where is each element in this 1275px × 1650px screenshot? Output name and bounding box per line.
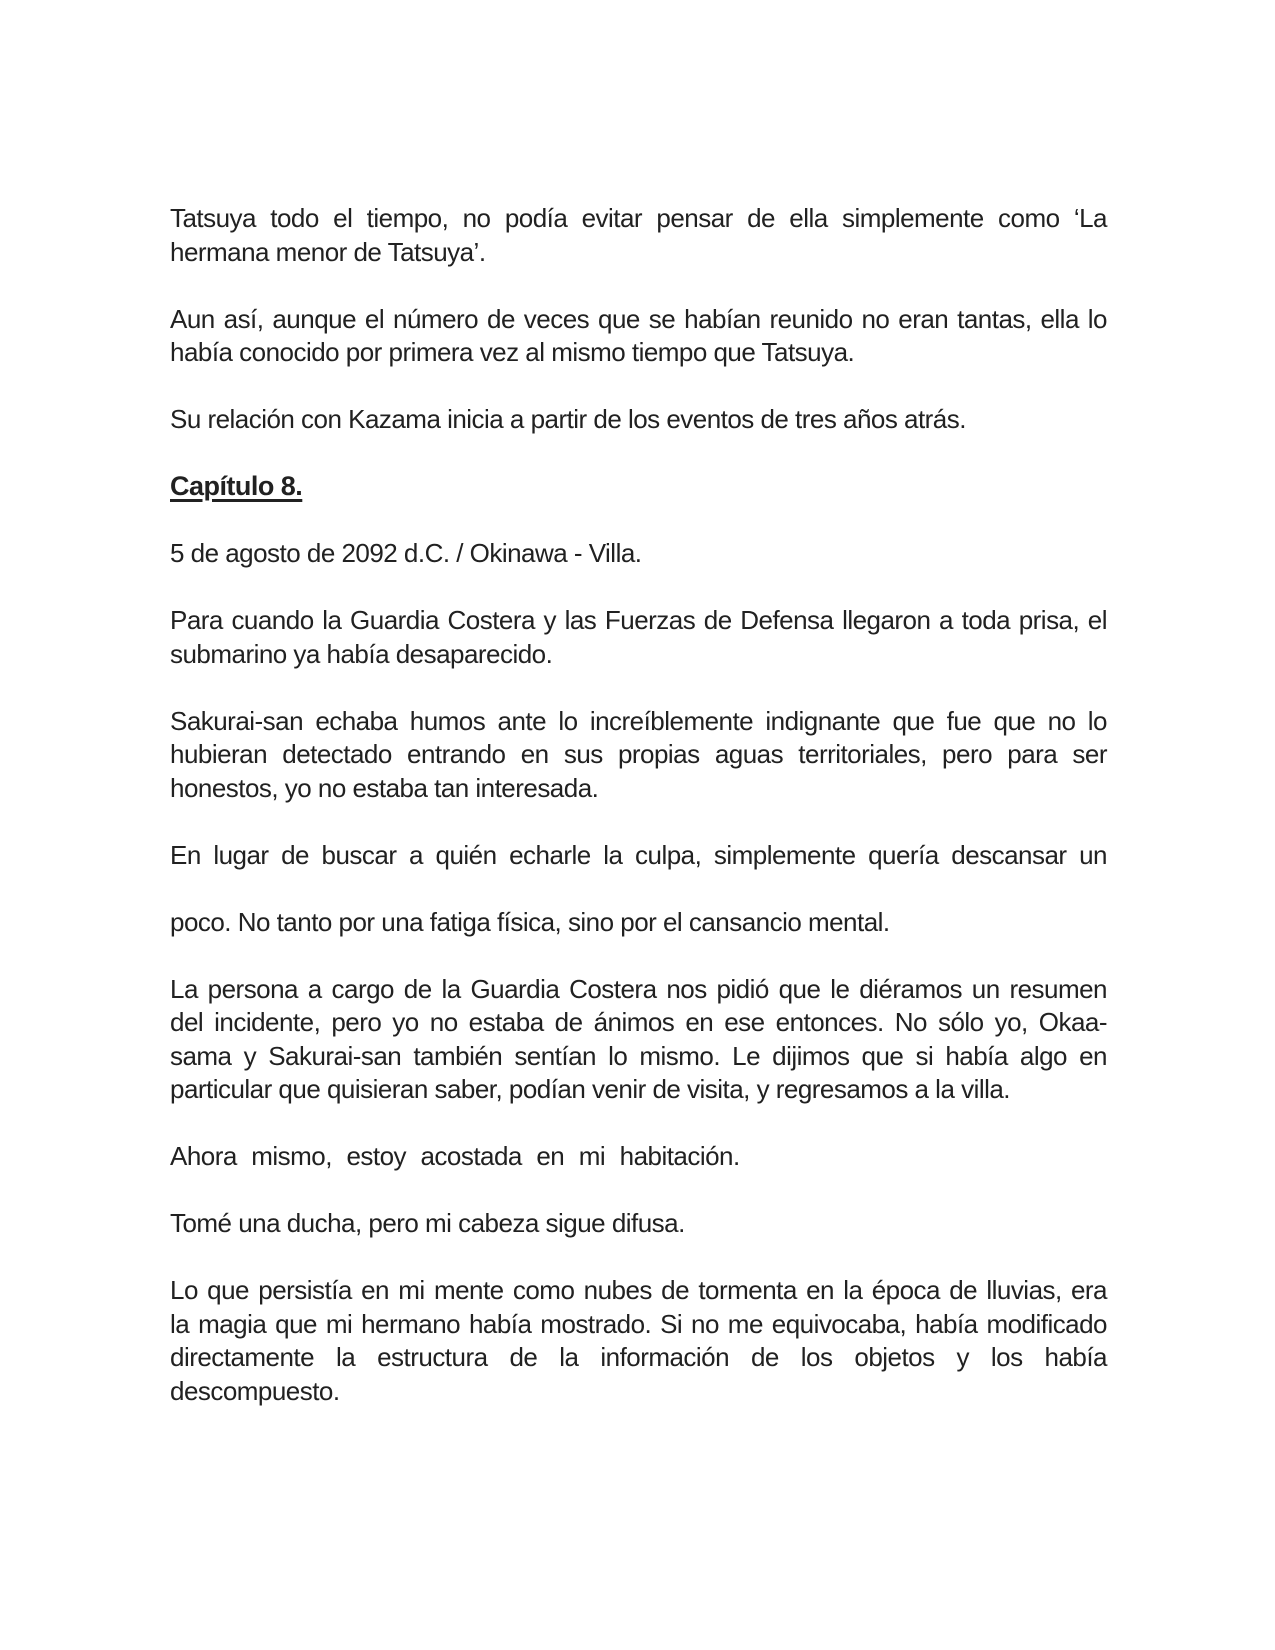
text-line: Tatsuya todo el tiempo, no podía evitar pensar de ella simplemente como ‘La — [170, 203, 1107, 233]
text-line: Para cuando la Guardia Costera y las Fuerzas de Defensa llegaron a toda prisa, el — [170, 605, 1107, 635]
text-line: directamente la estructura de la información de los objetos y los había — [170, 1342, 1107, 1372]
paragraph — [170, 202, 1107, 269]
text-line: hermana menor de Tatsuya’. — [170, 236, 486, 267]
text-content — [170, 202, 1107, 1408]
text-line: honestos, yo no estaba tan interesada. — [170, 772, 599, 803]
paragraph — [170, 1274, 1107, 1408]
text-line: 5 de agosto de 2092 d.C. / Okinawa - Villa. — [170, 538, 642, 568]
text-line: descompuesto. — [170, 1375, 340, 1406]
text-line: Lo que persistía en mi mente como nubes de tormenta en la época de lluvias, era — [170, 1275, 1107, 1305]
text-line: había conocido por primera vez al mismo tiempo que Tatsuya. — [170, 337, 855, 367]
text-line: Aun así, aunque el número de veces que se habían reunido no eran tantas, ella lo — [170, 303, 1107, 334]
text-line: hubieran detectado entrando en sus propias aguas territoriales, pero para ser — [170, 739, 1107, 769]
text-line: Tomé una ducha, pero mi cabeza sigue difusa. — [170, 1208, 685, 1238]
text-line: Ahora mismo, estoy acostada en mi habitación. — [170, 1141, 740, 1171]
chapter-heading — [170, 470, 1107, 504]
paragraph — [170, 906, 1107, 940]
paragraph — [170, 705, 1107, 806]
paragraph — [170, 1140, 1107, 1174]
paragraph — [170, 537, 1107, 571]
text-line: Su relación con Kazama inicia a partir de los eventos de tres años atrás. — [170, 404, 966, 434]
text-line: En lugar de buscar a quién echarle la culpa, simplemente quería descansar un — [170, 839, 1107, 870]
text-line: la magia que mi hermano había mostrado. Si no me equivocaba, había modificado — [170, 1308, 1107, 1339]
paragraph — [170, 403, 1107, 437]
paragraph — [170, 973, 1107, 1107]
text-line: Sakurai-san echaba humos ante lo increíblemente indignante que fue que no lo — [170, 705, 1107, 736]
chapter-heading-text: Capítulo 8. — [170, 471, 303, 501]
text-line: poco. No tanto por una fatiga física, sino por el cansancio mental. — [170, 906, 890, 937]
text-line: submarino ya había desaparecido. — [170, 638, 553, 669]
text-line: del incidente, pero yo no estaba de ánimos en ese entonces. No sólo yo, Okaa- — [170, 1007, 1107, 1037]
paragraph — [170, 839, 1107, 873]
paragraph — [170, 604, 1107, 671]
text-line: La persona a cargo de la Guardia Costera nos pidió que le diéramos un resumen — [170, 973, 1107, 1004]
paragraph — [170, 303, 1107, 370]
text-line: sama y Sakurai-san también sentían lo mismo. Le dijimos que si había algo en — [170, 1040, 1107, 1071]
paragraph — [170, 1207, 1107, 1241]
text-line: particular que quisieran saber, podían venir de visita, y regresamos a la villa. — [170, 1074, 1010, 1104]
